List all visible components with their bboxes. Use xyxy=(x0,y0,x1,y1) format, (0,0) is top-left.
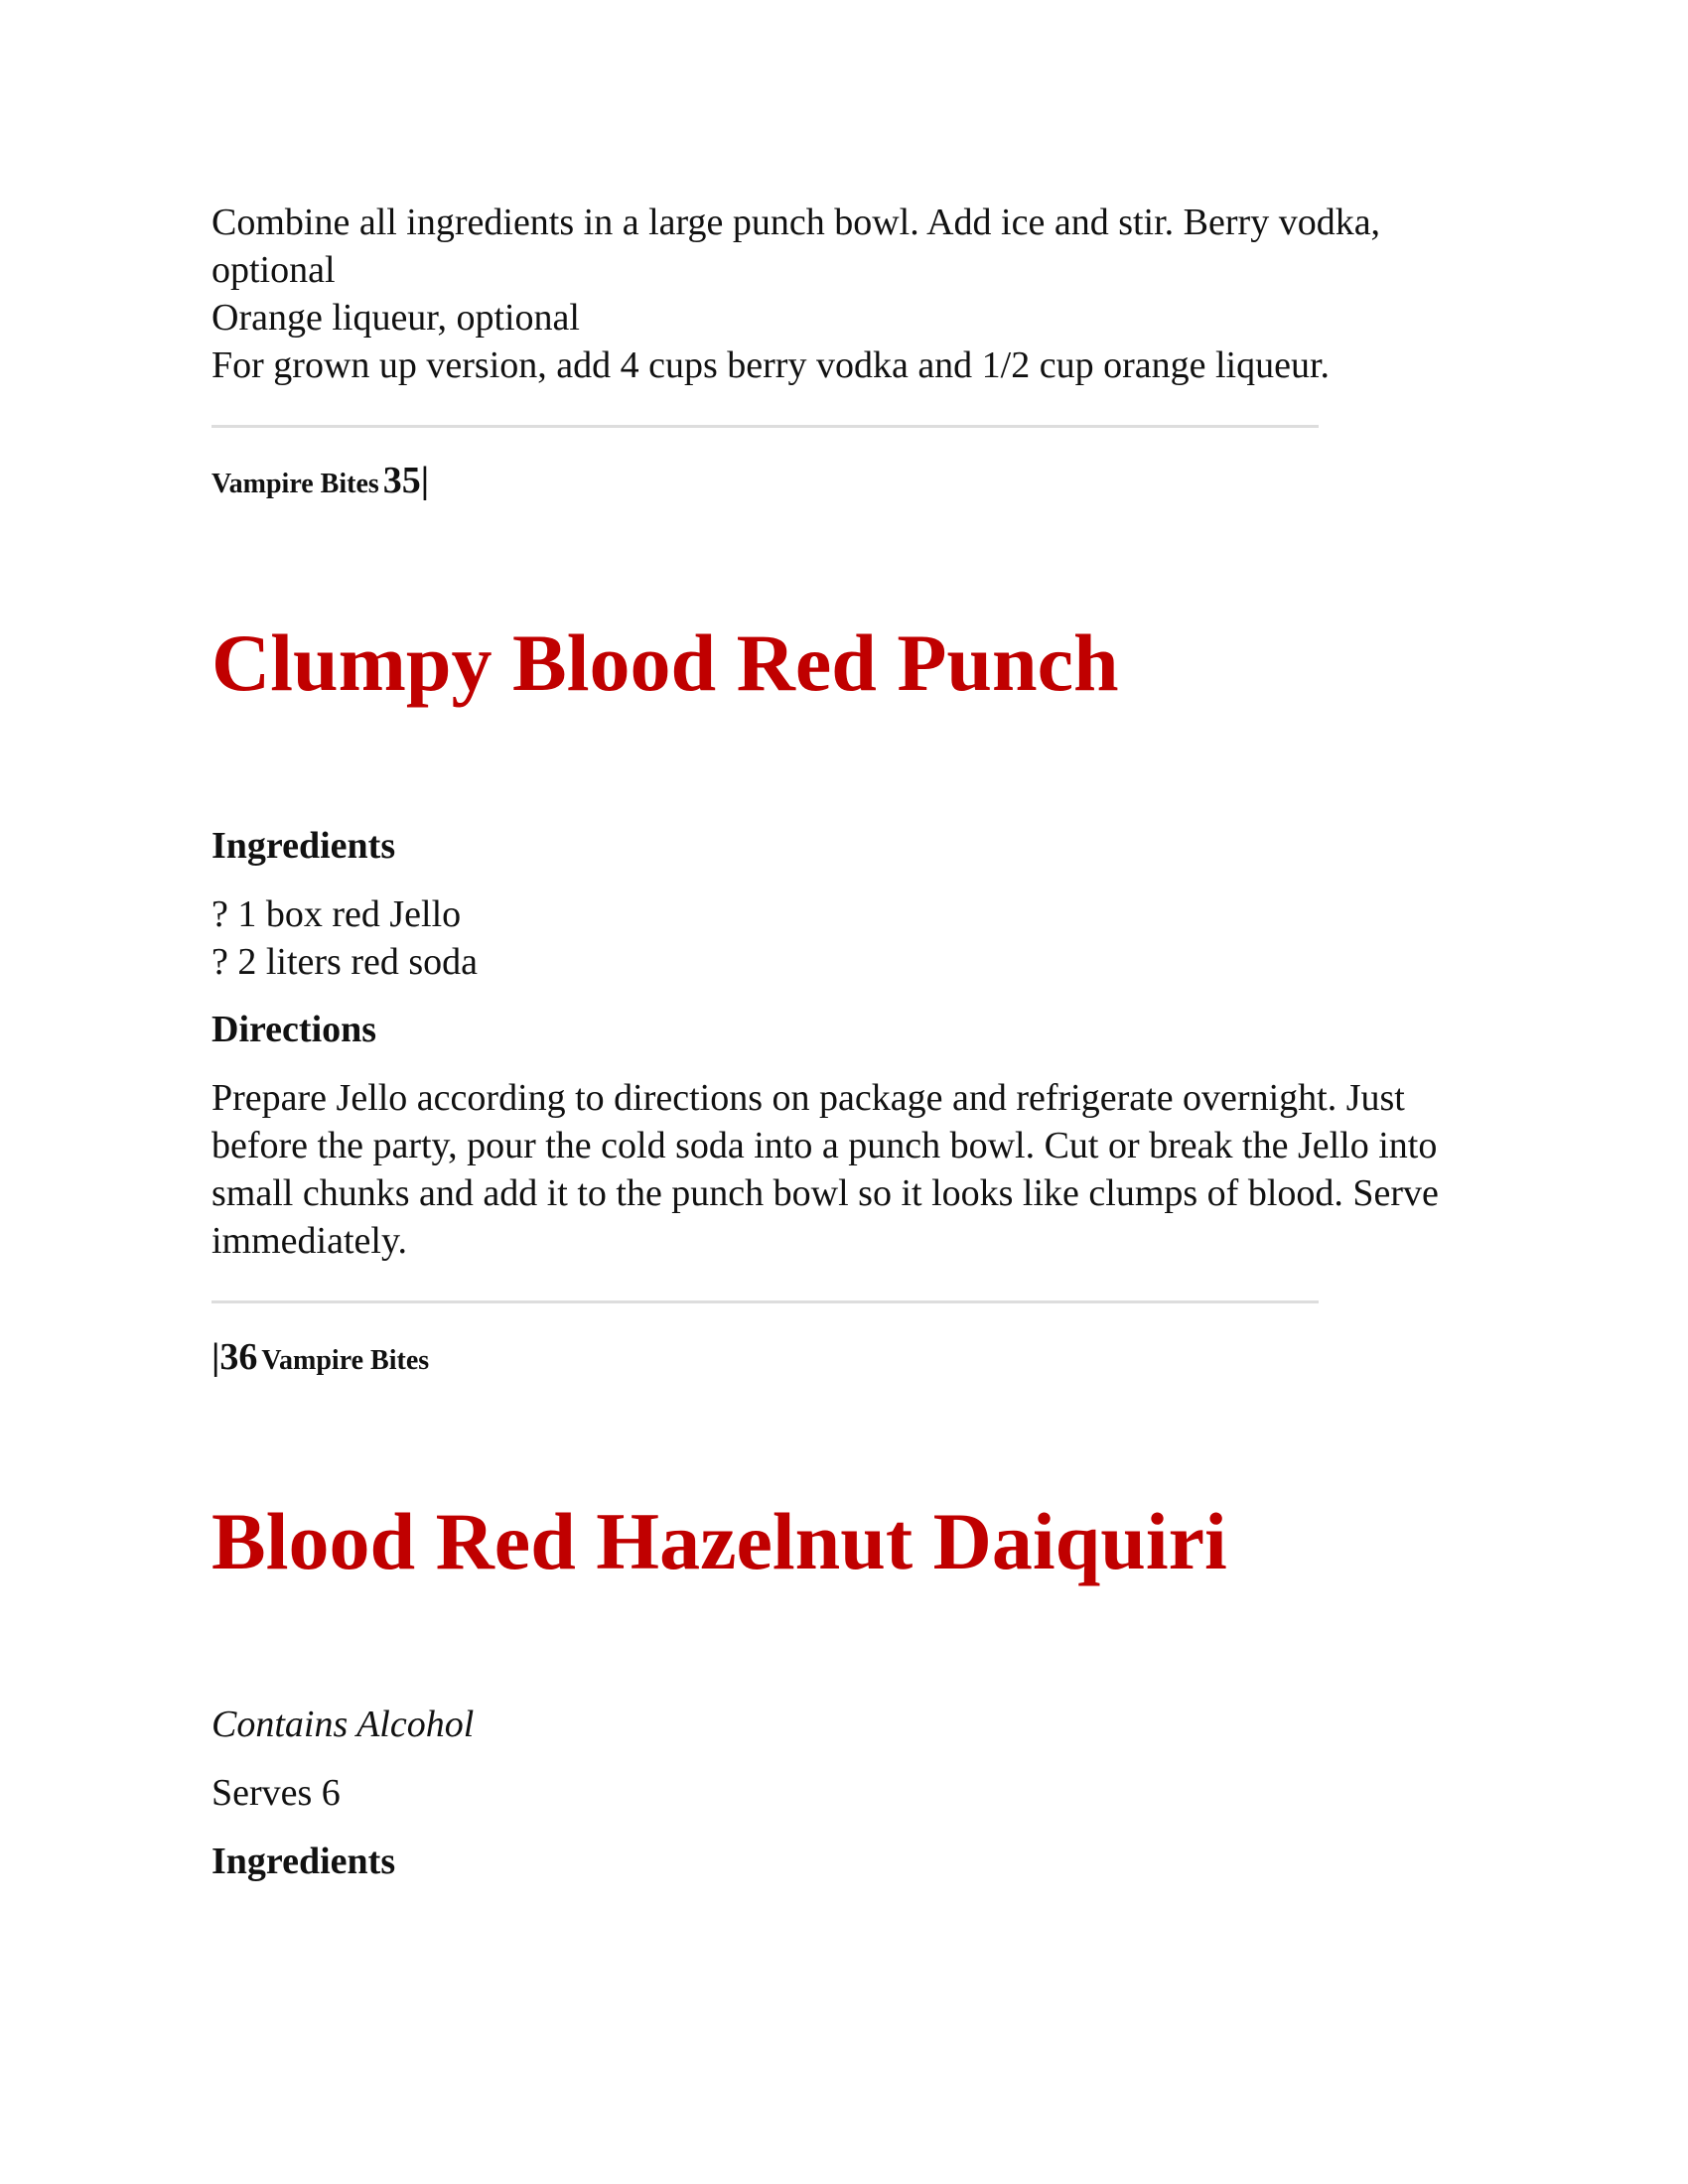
recipe-title: Clumpy Blood Red Punch xyxy=(211,617,1119,708)
page-header-label: Vampire Bites xyxy=(261,1345,430,1376)
directions-heading: Directions xyxy=(211,1009,377,1050)
page-number: |36 xyxy=(211,1336,258,1378)
page-number: 35| xyxy=(382,460,430,501)
page-header-36 xyxy=(211,1335,429,1379)
intro-paragraph xyxy=(211,199,1492,389)
ingredients-list xyxy=(211,890,478,986)
intro-line-2: Orange liqueur, optional xyxy=(211,297,580,339)
intro-line-3: For grown up version, add 4 cups berry vodka and 1/2 cup orange liqueur. xyxy=(211,344,1331,386)
ingredient-item: ? 2 liters red soda xyxy=(211,941,479,983)
ingredients-heading: Ingredients xyxy=(211,825,396,867)
directions-text: Prepare Jello according to directions on package and refrigerate overnight. Just before the party, pour the cold soda into a punch bowl. Cut or break the Jello into small chunks and add it to the punch bowl so it looks like clumps of blood. Serve immediately. xyxy=(211,1077,1439,1262)
ingredient-item: ? 1 box red Jello xyxy=(211,893,462,935)
horizontal-rule xyxy=(211,1300,1319,1303)
recipe-title: Blood Red Hazelnut Daiquiri xyxy=(211,1496,1227,1586)
horizontal-rule xyxy=(211,425,1319,428)
ingredients-heading: Ingredients xyxy=(211,1841,396,1882)
page-footer-label: Vampire Bites xyxy=(211,469,379,499)
serves-text: Serves 6 xyxy=(211,1772,341,1814)
intro-line-1: Combine all ingredients in a large punch bowl. Add ice and stir. Berry vodka, optional xyxy=(211,202,1381,291)
alcohol-note: Contains Alcohol xyxy=(211,1704,475,1745)
page-footer-35 xyxy=(211,459,429,502)
